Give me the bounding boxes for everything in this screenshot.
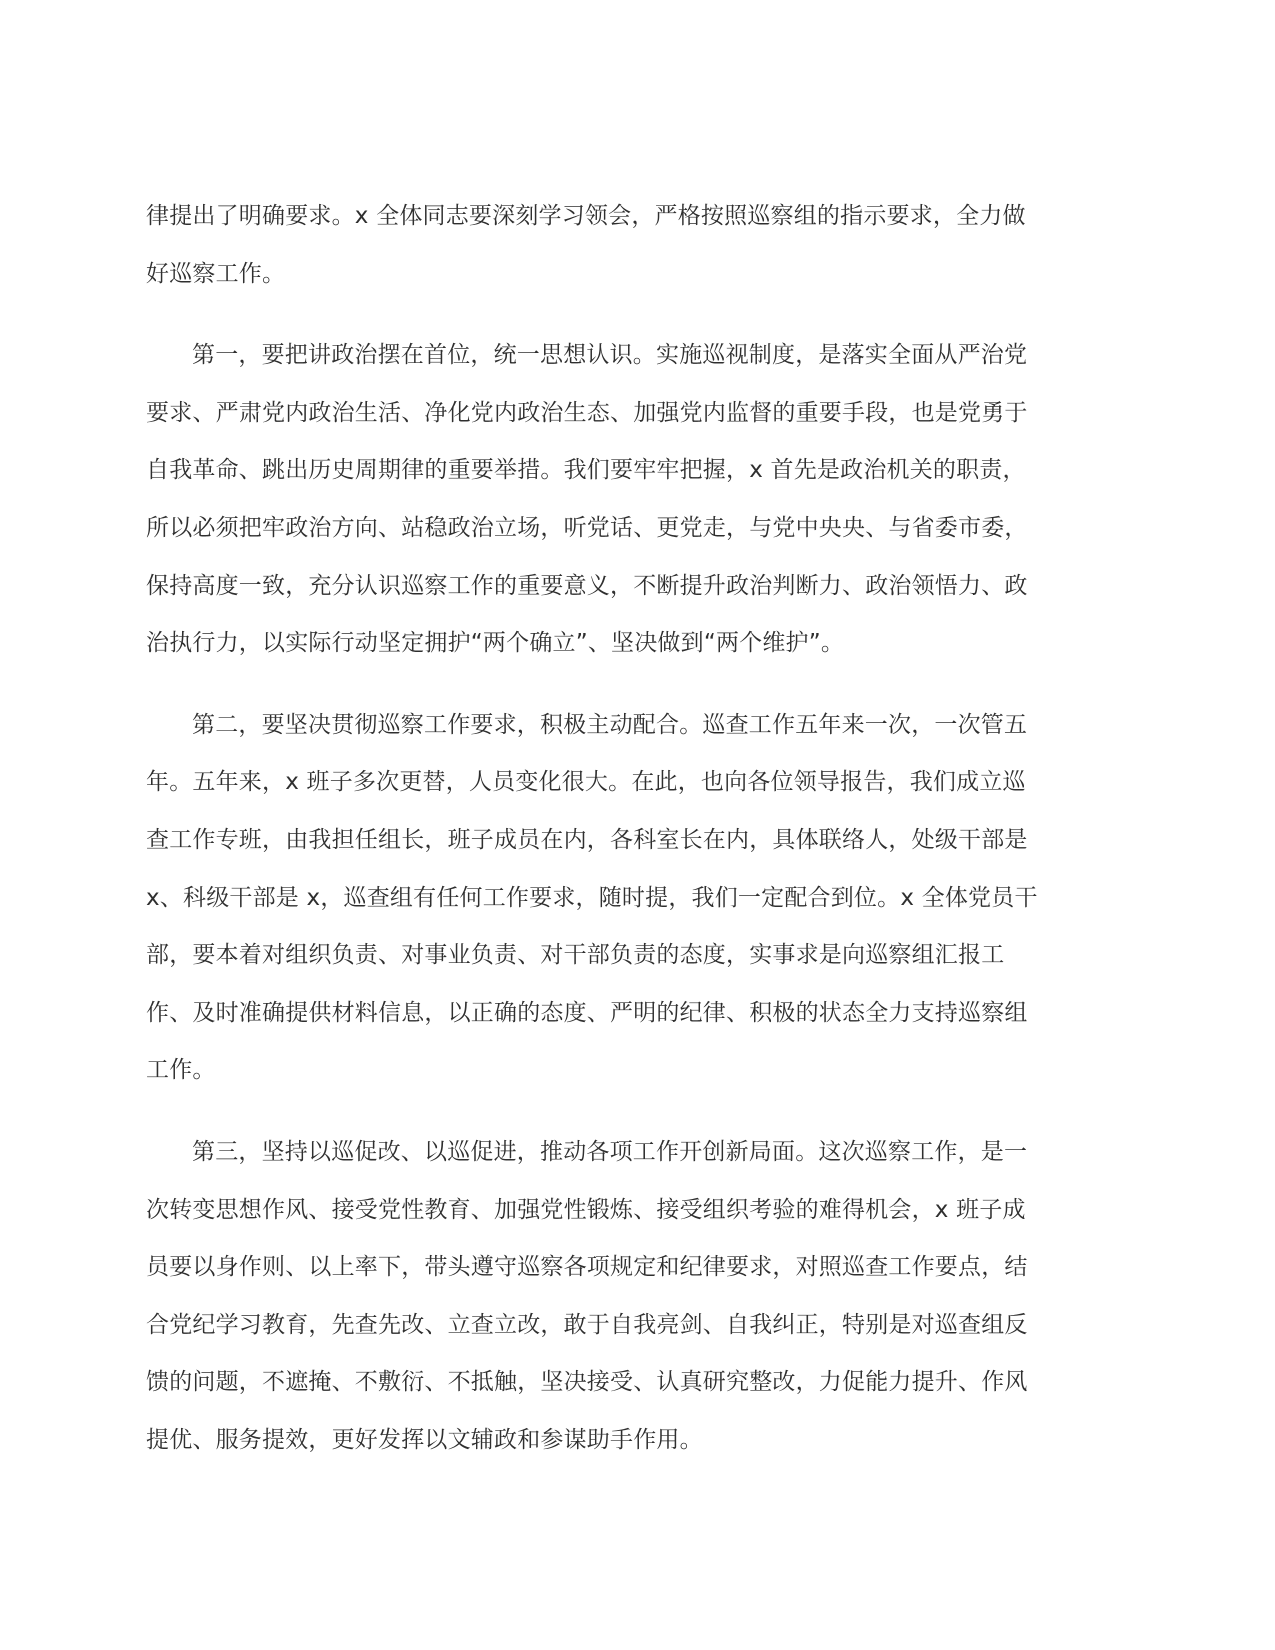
text-line: 提优、服务提效，更好发挥以文辅政和参谋助手作用。 — [146, 1426, 703, 1453]
paragraph-gap — [146, 303, 1106, 327]
paragraph-third — [146, 1124, 1106, 1470]
paragraph-gap — [146, 1100, 1106, 1124]
text-line: 馈的问题，不遮掩、不敷衍、不抵触，坚决接受、认真研究整改，力促能力提升、作风 — [146, 1369, 1028, 1396]
text-line: x、科级干部是 x，巡查组有任何工作要求，随时提，我们一定配合到位。x 全体党员干 — [146, 884, 1038, 911]
text-line: 合党纪学习教育，先查先改、立查立改，敢于自我亮剑、自我纠正，特别是对巡查组反 — [146, 1311, 1028, 1338]
text-line: 员要以身作则、以上率下，带头遵守巡察各项规定和纪律要求，对照巡查工作要点，结 — [146, 1254, 1028, 1281]
text-line: 年。五年来，x 班子多次更替，人员变化很大。在此，也向各位领导报告，我们成立巡 — [146, 769, 1026, 796]
paragraph-intro — [146, 188, 1106, 303]
text-line: 自我革命、跳出历史周期律的重要举措。我们要牢牢把握，x 首先是政治机关的职责， — [146, 457, 1026, 484]
text-line: 工作。 — [146, 1057, 216, 1084]
text-line: 部，要本着对组织负责、对事业负责、对干部负责的态度，实事求是向巡察组汇报工 — [146, 942, 1005, 969]
text-line: 第一，要把讲政治摆在首位，统一思想认识。实施巡视制度，是落实全面从严治党 — [192, 342, 1028, 369]
document-body — [146, 188, 1106, 1469]
text-line: 好巡察工作。 — [146, 260, 286, 287]
text-line: 律提出了明确要求。x 全体同志要深刻学习领会，严格按照巡察组的指示要求，全力做 — [146, 203, 1026, 229]
text-line: 要求、严肃党内政治生活、净化党内政治生态、加强党内监督的重要手段，也是党勇于 — [146, 399, 1028, 426]
text-line: 治执行力，以实际行动坚定拥护“两个确立”、坚决做到“两个维护”。 — [146, 630, 845, 657]
paragraph-second — [146, 697, 1106, 1100]
text-line: 次转变思想作风、接受党性教育、加强党性锻炼、接受组织考验的难得机会，x 班子成 — [146, 1196, 1026, 1223]
text-line: 第二，要坚决贯彻巡察工作要求，积极主动配合。巡查工作五年来一次，一次管五 — [192, 711, 1028, 738]
text-line: 保持高度一致，充分认识巡察工作的重要意义，不断提升政治判断力、政治领悟力、政 — [146, 572, 1028, 599]
paragraph-gap — [146, 673, 1106, 697]
text-line: 所以必须把牢政治方向、站稳政治立场，听党话、更党走，与党中央央、与省委市委， — [146, 514, 1028, 541]
text-line: 作、及时准确提供材料信息，以正确的态度、严明的纪律、积极的状态全力支持巡察组 — [146, 999, 1028, 1026]
text-line: 查工作专班，由我担任组长，班子成员在内，各科室长在内，具体联络人，处级干部是 — [146, 826, 1028, 853]
text-line: 第三，坚持以巡促改、以巡促进，推动各项工作开创新局面。这次巡察工作，是一 — [192, 1138, 1028, 1165]
paragraph-first — [146, 327, 1106, 673]
